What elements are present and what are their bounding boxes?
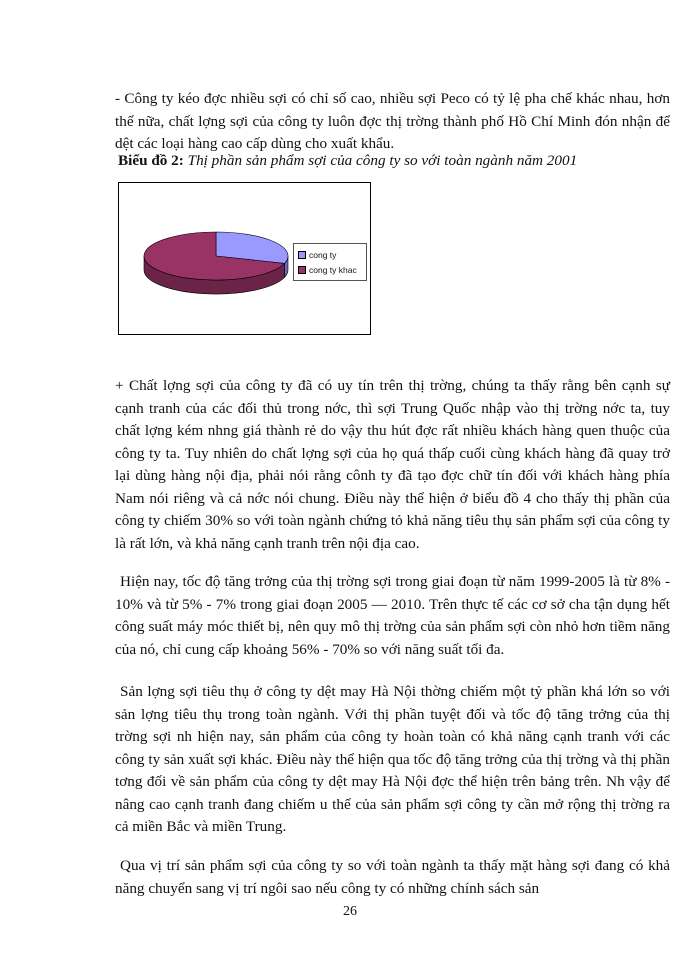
pie-chart [119, 183, 289, 334]
caption-label: Biểu đồ 2 [118, 152, 179, 169]
chart-legend [293, 243, 367, 281]
legend-label: cong ty [309, 250, 337, 260]
intro-paragraph: - Công ty kéo đợc nhiều sợi có chỉ số cao, nhiều sợi Peco có tỷ lệ pha chế khác nhau, hơn thế nữa, chất lợng sợi của công ty luôn đợc thị trờng thành phố Hồ Chí Minh đón nhận để dệt các loại hàng cao cấp dùng cho xuất khẩu. [115, 90, 670, 152]
chart-caption [118, 152, 577, 170]
legend-swatch [298, 251, 306, 259]
page-number: 26 [343, 904, 357, 919]
legend-label: cong ty khac [309, 265, 357, 275]
legend-swatch [298, 266, 306, 274]
caption-title: Thị phần sản phẩm sợi của công ty so với toàn ngành năm 2001 [187, 152, 578, 169]
paragraph-position: Qua vị trí sản phẩm sợi của công ty so với toàn ngành ta thấy mặt hàng sợi đang có khả năng chuyển sang vị trí ngôi sao nếu công ty có những chính sách sản [115, 857, 670, 897]
caption-separator: : [178, 152, 188, 169]
legend-entry-cong-ty-khac [298, 265, 357, 275]
paragraph-quality: + Chất lợng sợi của công ty đã có uy tín trên thị trờng, chúng ta thấy rằng bên cạnh sự cạnh tranh của các đối thủ trong nớc, thì sợi Trung Quốc nhập vào thị trờng nớc ta, tuy chất lợng kém nhng giá thành rẻ do vậy thu hút đợc rất nhiều khách hàng quen thuộc của công ty ta. Tuy nhiên do chất lợng sợi của họ quá thấp cuối cùng khách hàng đã quay trở lại dùng hàng nội địa, phải nói rằng cônh ty đã tạo đợc chữ tín đối với khách hàng phía Nam nói riêng và cả nớc nói chung. Điều này thể hiện ở biểu đồ 4 cho thấy thị phần của công ty chiếm 30% so với toàn ngành chứng tỏ khả năng tiêu thụ sản phẩm sợi của công ty là rất lớn, và khả năng cạnh tranh trên nội địa cao. [115, 377, 670, 552]
paragraph-volume: Sản lợng sợi tiêu thụ ở công ty dệt may Hà Nội thờng chiếm một tỷ phần khá lớn so với sản lợng tiêu thụ trong toàn ngành. Với thị phần tuyệt đối và tốc độ tăng trởng của thị trờng sợi nh hiện nay, sản phẩm của công ty hoàn toàn có khả năng cạnh tranh với các công ty sản xuất sợi khác. Điều này thể hiện qua tốc độ tăng trởng của thị trờng và thị phần tơng đối về sản phẩm của công ty dệt may Hà Nội đợc thể hiện trên bảng trên. Nh vậy để nâng cao cạnh tranh đang chiếm u thế của sản phẩm sợi công ty cần mở rộng thị trờng ra cả miền Bắc và miền Trung. [115, 683, 670, 835]
paragraph-growth: Hiện nay, tốc độ tăng trởng của thị trờng sợi trong giai đoạn từ năm 1999-2005 là từ 8% - 10% và từ 5% - 7% trong giai đoạn 2005 — 2010. Trên thực tế các cơ sở cha tận dụng hết công suất máy móc thiết bị, nên quy mô thị trờng của sản phẩm sợi còn nhỏ hơn tiềm năng của nó, chỉ cung cấp khoảng 56% - 70% so với năng suất tối đa. [115, 573, 670, 658]
pie-chart-frame [118, 182, 371, 335]
legend-entry-cong-ty [298, 250, 336, 260]
